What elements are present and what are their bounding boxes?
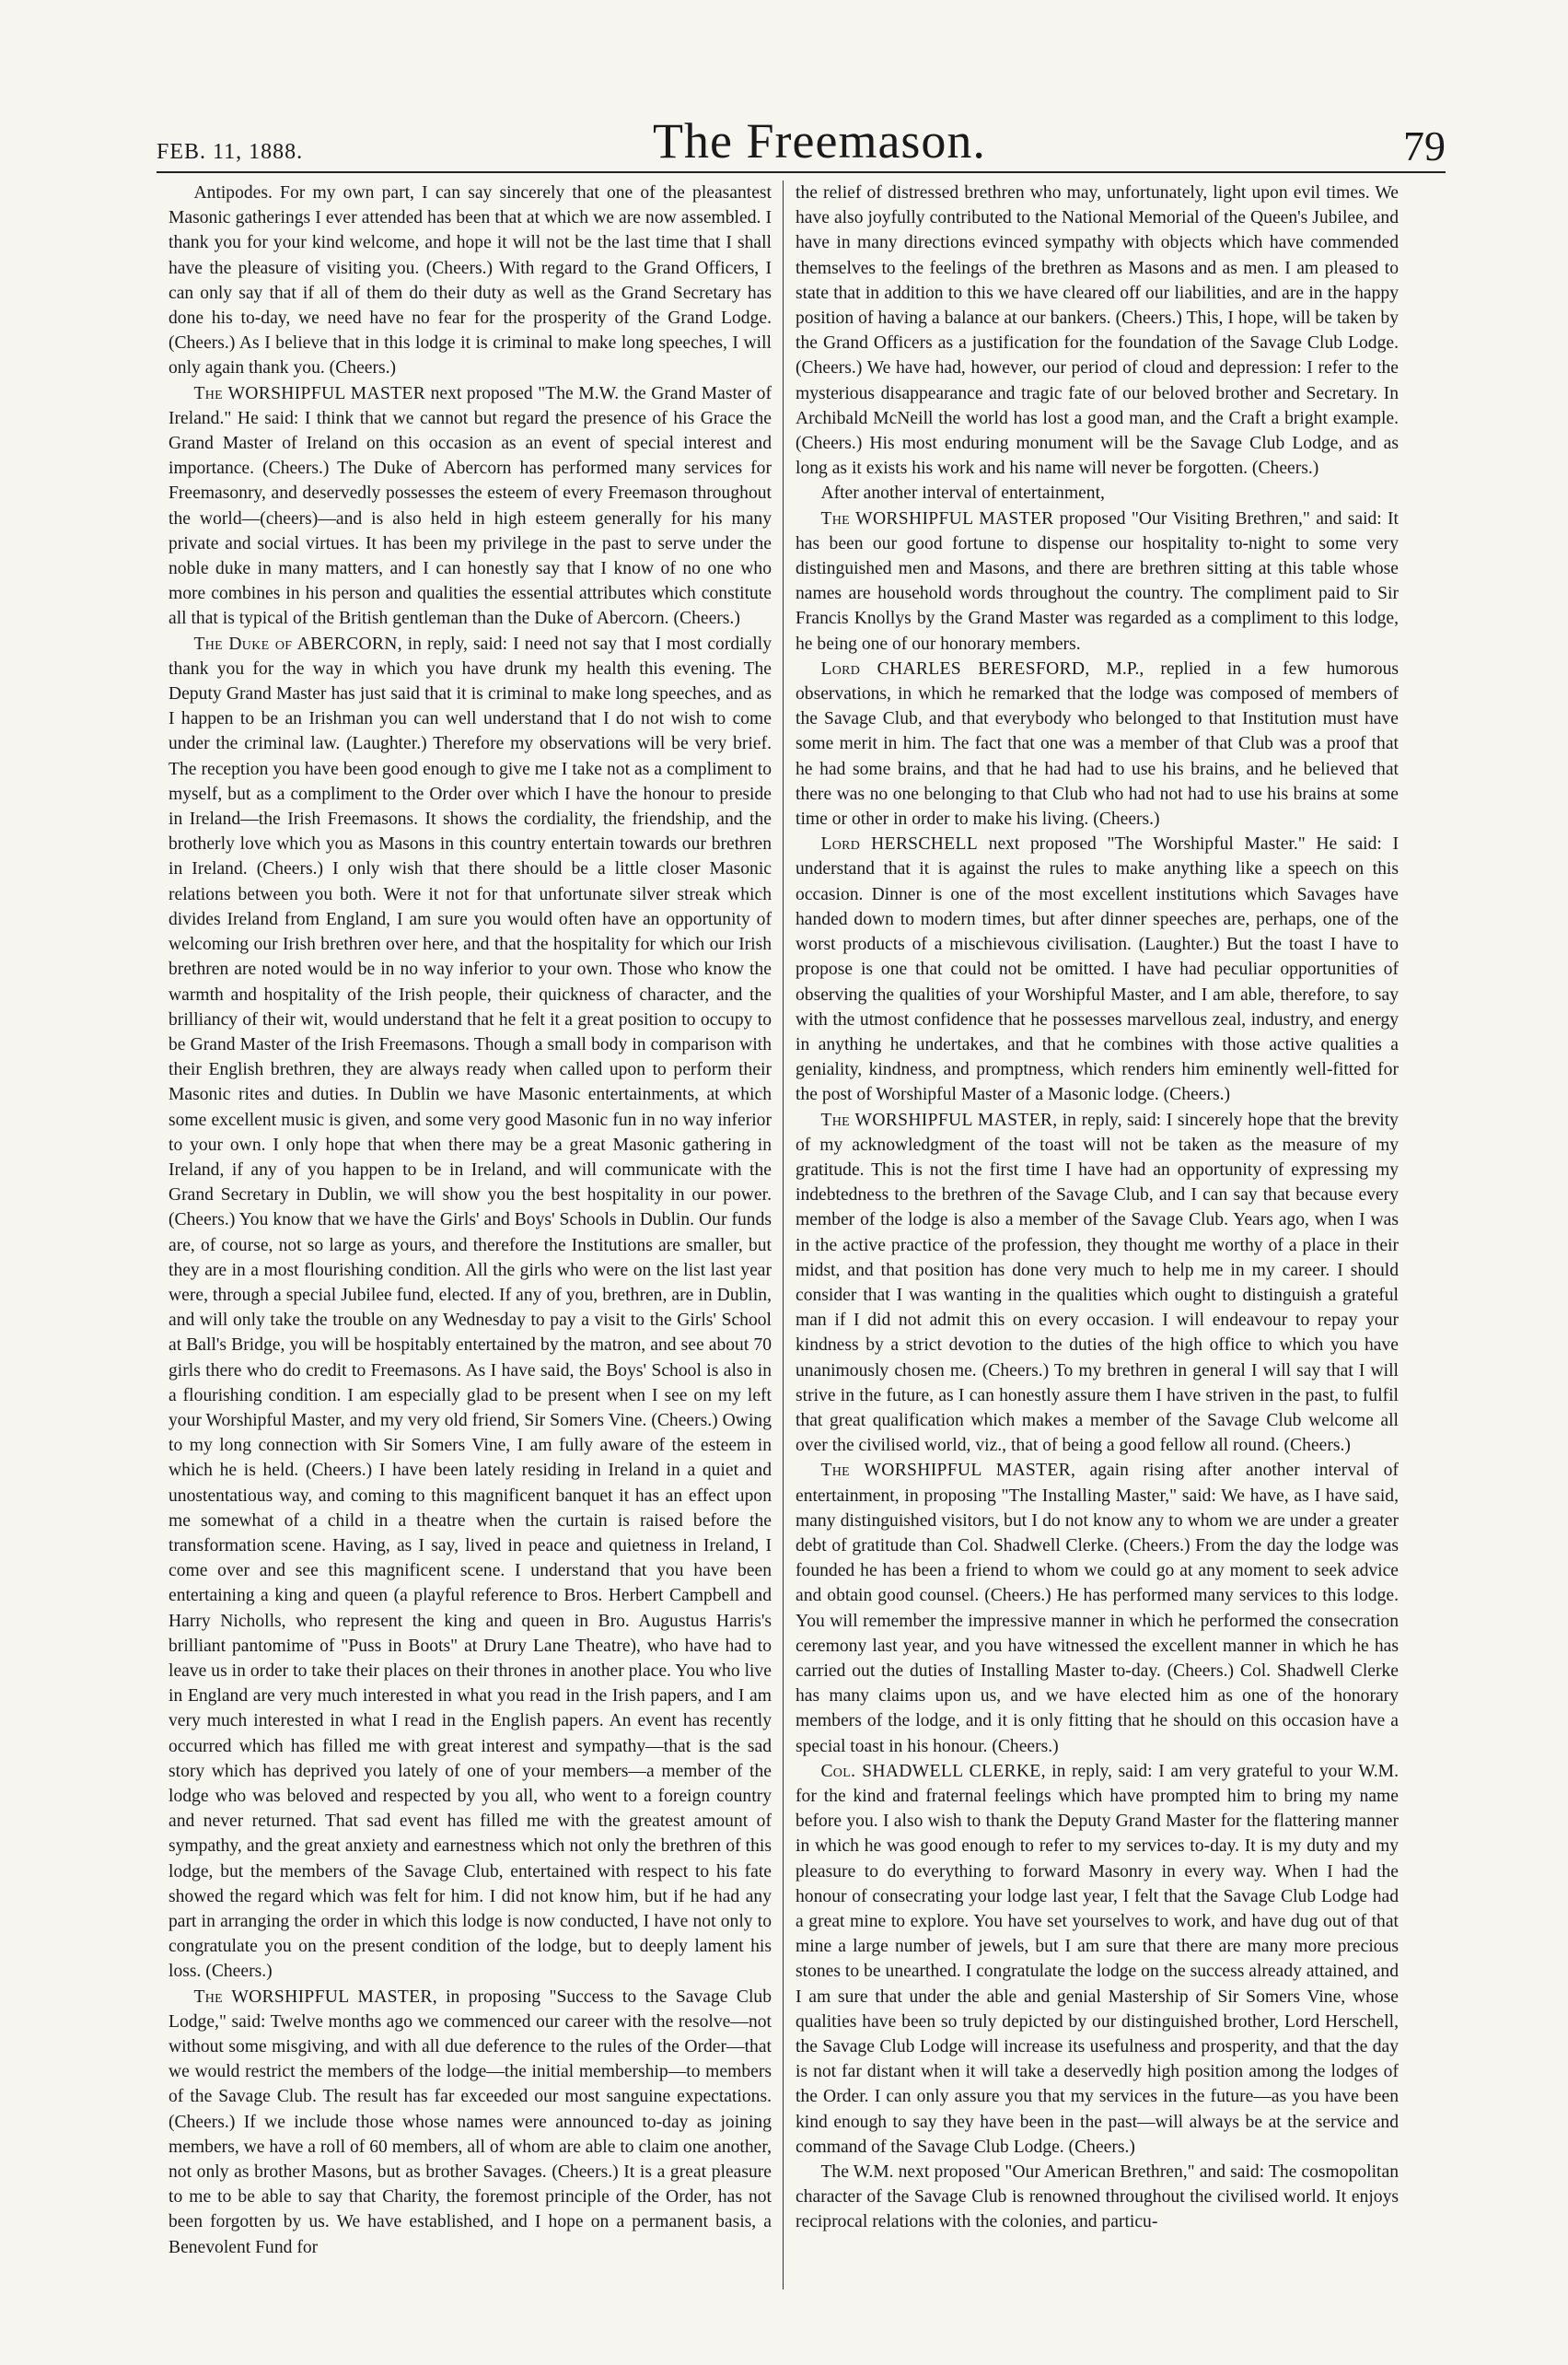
speaker-name: The WORSHIPFUL MASTER — [820, 1110, 1053, 1130]
paragraph — [796, 657, 1399, 832]
paragraph — [796, 832, 1399, 1107]
speaker-name: Lord CHARLES BERESFORD — [820, 658, 1086, 679]
paragraph — [796, 2160, 1399, 2235]
speaker-name: Lord HERSCHELL — [820, 834, 979, 855]
right-column — [796, 181, 1399, 2289]
paragraph-text: , in reply, said: I am very grateful to your W.M. for the kind and fraternal feelings which have prompted him to bring my name before you. I also wish to thank the Deputy Grand Master for the flattering manner in which he was good enough to refer to my services to-day. It is my duty and my pleasure to do everything to forward Masonry in every way. When I had the honour of consecrating your lodge last year, I felt that the Savage Club Lodge had a great mine to explore. You have set yourselves to work, and have dug out of that mine a large number of jewels, but I am sure that there are many more precious stones to be unearthed. I congratulate the lodge on the success already attained, and I am sure that under the able and genial Mastership of Sir Somers Vine, whose qualities have been so truly depicted by our distinguished brother, Lord Herschell, the Savage Club Lodge will increase its usefulness and prosperity, and that the day is not far distant when it will take a deservedly high position among the lodges of the Order. I can only assure you that my services in the future—as you have been kind enough to say they have been in the past—will always be at the service and command of the Savage Club Lodge. (Cheers.) — [796, 1761, 1399, 2157]
speaker-name: The Duke of ABERCORN — [193, 634, 398, 654]
paragraph — [796, 481, 1399, 506]
paragraph-text: next proposed "The M.W. the Grand Master of Ireland." He said: I think that we cannot but regard the presence of his Grace the Grand Master of Ireland on this occasion as an event of special interest and importance. (Cheers.) The Duke of Abercorn has performed many services for Freemasonry, and deservedly possesses the esteem of every Freemason throughout the world—(cheers)—and is also held in high esteem generally for his many private and social virtues. It has been my privilege in the past to serve under the noble duke in many matters, and I can honestly say that I know of no one who more combines in his person and qualities the essential attributes which constitute all that is typical of the British gentleman than the Duke of Abercorn. (Cheers.) — [168, 383, 772, 629]
paragraph — [168, 1985, 772, 2260]
paragraph-text: the relief of distressed brethren who may, unfortunately, light upon evil times. We have also joyfully contributed to the National Memorial of the Queen's Jubilee, and have in many directions evinced sympathy with objects which have commended themselves to the feelings of the brethren as Masons and as men. I am pleased to state that in addition to this we have cleared off our liabilities, and are in the happy position of having a balance at our bankers. (Cheers.) This, I hope, will be taken by the Grand Officers as a justification for the foundation of the Savage Club Lodge. (Cheers.) We have had, however, our period of cloud and depression: I refer to the mysterious disappearance and tragic fate of our beloved brother and Secretary. In Archibald McNeill the world has lost a good man, and the Craft a bright example. (Cheers.) His most enduring monument will be the Savage Club Lodge, and as long as it exists his work and his name will never be forgotten. (Cheers.) — [796, 183, 1399, 479]
paragraph-text: , M.P., replied in a few humorous observations, in which he remarked that the lodge was composed of members of the Savage Club, and that everybody who belonged to that Institution must have some merit in him. The fact that one was a member of that Club was a proof that he had some brains, and that he had had to use his brains, and he believed that there was no one belonging to that Club who had not had to use his brains at some time or other in order to make his living. (Cheers.) — [796, 658, 1399, 830]
paragraph-text: The W.M. next proposed "Our American Brethren," and said: The cosmopolitan character of the Savage Club is renowned throughout the civilised world. It enjoys reciprocal relations with the colonies, and particu- — [796, 2162, 1399, 2232]
paragraph — [796, 1108, 1399, 1459]
speaker-name: The WORSHIPFUL MASTER — [820, 508, 1054, 529]
page-number: 79 — [1403, 122, 1446, 169]
paragraph-text: , again rising after another interval of entertainment, in proposing "The Installing Master," said: We have, as I have said, many distinguished visitors, but I do not know any to whom we are under a greater debt of gratitude than Col. Shadwell Clerke. (Cheers.) From the day the lodge was founded he has been a friend to whom we could go at any moment to seek advice and obtain good counsel. (Cheers.) He has performed many services to this lodge. You will remember the impressive manner in which he performed the consecration ceremony last year, and you have witnessed the excellent manner in which he has carried out the duties of Installing Master to-day. (Cheers.) Col. Shadwell Clerke has many claims upon us, and we have elected him as one of the honorary members of the lodge, and it is only fitting that he should on this occasion have a special toast in his honour. (Cheers.) — [796, 1461, 1399, 1756]
paragraph — [796, 507, 1399, 657]
paragraph-text: proposed "Our Visiting Brethren," and said: It has been our good fortune to dispense our hospitality to-night to some very distinguished men and Masons, and there are brethren sitting at this table whose names are household words throughout the country. The compliment paid to Sir Francis Knollys by the Grand Master was regarded as a compliment to this lodge, he being one of our honorary members. — [796, 508, 1399, 654]
paragraph — [796, 1458, 1399, 1758]
column-divider — [783, 181, 784, 2289]
paragraph — [168, 381, 772, 632]
header-rule — [157, 171, 1446, 173]
paragraph — [796, 181, 1399, 481]
paragraph-text: , in reply, said: I need not say that I most cordially thank you for the way in which you have drunk my health this evening. The Deputy Grand Master has just said that it is criminal to make long speeches, and as I happen to be an Irishman you can well understand that I do not wish to come under the criminal law. (Laughter.) Therefore my observations will be very brief. The reception you have been good enough to give me I take not as a compliment to myself, but as a compliment to the Order over which I have the honour to preside in Ireland—the Irish Freemasons. It shows the cordiality, the friendship, and the brotherly love which you as Masons in this country entertain towards our brethren in Ireland. (Cheers.) I only wish that there should be a little closer Masonic relations between you both. Were it not for that unfortunate silver streak which divides Ireland from England, I am sure you would often have an opportunity of welcoming our Irish brethren over here, and that the hospitality for which our Irish brethren are noted would be in no way inferior to your own. Those who know the warmth and hospitality of the Irish people, their quickness of character, and the brilliancy of their wit, would understand that he felt it a great position to occupy to be Grand Master of the Irish Freemasons. Though a small body in comparison with their English brethren, they are always ready when called upon to perform their Masonic rites and duties. In Dublin we have Masonic entertainments, at which some excellent music is given, and some very good Masonic fun in no way inferior to your own. I only hope that when there may be a great Masonic gathering in Ireland, if any of you happen to be in Ireland, and will communicate with the Grand Secretary in Dublin, we will show you the best hospitality in our power. (Cheers.) You know that we have the Girls' and Boys' Schools in Dublin. Our funds are, of course, not so large as yours, and therefore the Institutions are smaller, but they are in a most flourishing condition. All the girls who were on the list last year were, through a special Jubilee fund, elected. If any of you, brethren, are in Dublin, and will only take the trouble on any Wednesday to pay a visit to the Girls' School at Ball's Bridge, you will be hospitably entertained by the matron, and see about 70 girls there who do credit to Freemasons. As I have said, the Boys' School is also in a flourishing condition. I am especially glad to be present when I see on my left your Worshipful Master, and my very old friend, Sir Somers Vine. (Cheers.) Owing to my long connection with Sir Somers Vine, I am fully aware of the esteem in which he is held. (Cheers.) I have been lately residing in Ireland in a quiet and unostentatious way, and coming to this magnificent banquet it has an effect upon me somewhat of a child in a theatre when the curtain is raised before the transformation scene. Having, as I say, lived in peace and quietness in Ireland, I come over and see this magnificent scene. I understand that you have been entertaining a king and queen (a playful reference to Bros. Herbert Campbell and Harry Nicholls, who represent the king and queen in Bro. Augustus Harris's brilliant pantomime of "Puss in Boots" at Drury Lane Theatre), who have had to leave us in order to take their places on their thrones in another place. You who live in England are very much interested in what you read in the Irish papers, and I am very much interested in what I read in the English papers. An event has recently occurred which has filled me with great interest and sympathy—that is the sad story which has deprived you lately of one of your members—a member of the lodge who was beloved and respected by you all, who went to a foreign country and never returned. That sad event has filled me with the greatest amount of sympathy, and the great anxiety and earnestness which not only the brethren of this lodge, but the members of the Savage Club, entertained with respect to his fate showed the regard which was felt for him. I did not know him, but if he had any part in arranging the order in which this lodge is now conducted, I have not only to congratulate you on the present condition of the lodge, but to deeply lament his loss. (Cheers.) — [168, 634, 772, 1982]
issue-date: FEB. 11, 1888. — [157, 140, 304, 164]
paragraph — [168, 632, 772, 1985]
paragraph — [168, 181, 772, 381]
paragraph-text: Antipodes. For my own part, I can say sincerely that one of the pleasantest Masonic gatherings I ever attended has been that at which we are now assembled. I thank you for your kind welcome, and hope it will not be the last time that I shall have the pleasure of visiting you. (Cheers.) With regard to the Grand Officers, I can only say that if all of them do their duty as well as the Grand Secretary has done his to-day, we need have no fear for the prosperity of the Grand Lodge. (Cheers.) As I believe that in this lodge it is criminal to make long speeches, I will only again thank you. (Cheers.) — [168, 183, 772, 379]
page-header — [157, 112, 1446, 168]
speaker-name: The WORSHIPFUL MASTER — [193, 1986, 433, 2007]
paragraph-text: , in proposing "Success to the Savage Club Lodge," said: Twelve months ago we commenced our career with the resolve—not without some misgiving, and with all due deference to the rules of the Order—that we would restrict the members of the lodge—the initial membership—to members of the Savage Club. The result has far exceeded our most sanguine expectations. (Cheers.) If we include those whose names were announced to-day as joining members, we have a roll of 60 members, all of whom are able to claim one another, not only as brother Masons, but as brother Savages. (Cheers.) It is a great pleasure to me to be able to say that Charity, the foremost principle of the Order, has not been forgotten by us. We have established, and I hope on a permanent basis, a Benevolent Fund for — [168, 1986, 772, 2257]
paragraph-text: next proposed "The Worshipful Master." He said: I understand that it is against the rules to make anything like a speech on this occasion. Dinner is one of the most excellent institutions which Savages have handed down to modern times, but after dinner speeches are, perhaps, one of the worst products of a mischievous civilisation. (Laughter.) But the toast I have to propose is one that could not be omitted. I have had peculiar opportunities of observing the qualities of your Worshipful Master, and I am able, therefore, to say with the utmost confidence that he possesses marvellous zeal, industry, and energy in anything he undertakes, and that he combines with those active qualities a geniality, kindness, and promptness, which renders him eminently well-fitted for the post of Worshipful Master of a Masonic lodge. (Cheers.) — [796, 834, 1399, 1105]
paragraph-text: After another interval of entertainment, — [820, 483, 1105, 504]
masthead-title: The Freemason. — [653, 113, 986, 169]
paragraph — [796, 1759, 1399, 2160]
left-column — [168, 181, 772, 2289]
paragraph-text: , in reply, said: I sincerely hope that the brevity of my acknowledgment of the toast will not be taken as the measure of my gratitude. This is not the first time I have had an opportunity of expressing my indebtedness to the brethren of the Savage Club, and I can say that because every member of the lodge is also a member of the Savage Club. Years ago, when I was in the active practice of the profession, they thought me worthy of a place in their midst, and that position has done very much to help me in my career. I should consider that I was wanting in the qualities which ought to distinguish a grateful man if I did not admit this on every occasion. I will endeavour to repay your kindness by a strict devotion to the duties of the high office to which you have unanimously chosen me. (Cheers.) To my brethren in general I will say that I will strive in the future, as I can honestly assure them I have striven in the past, to fulfil that great qualification which makes a member of the Savage Club welcome all over the civilised world, viz., that of being a good fellow all round. (Cheers.) — [796, 1110, 1399, 1456]
speaker-name: Col. SHADWELL CLERKE — [820, 1761, 1041, 1781]
speaker-name: The WORSHIPFUL MASTER — [193, 383, 426, 403]
speaker-name: The WORSHIPFUL MASTER — [820, 1461, 1072, 1481]
